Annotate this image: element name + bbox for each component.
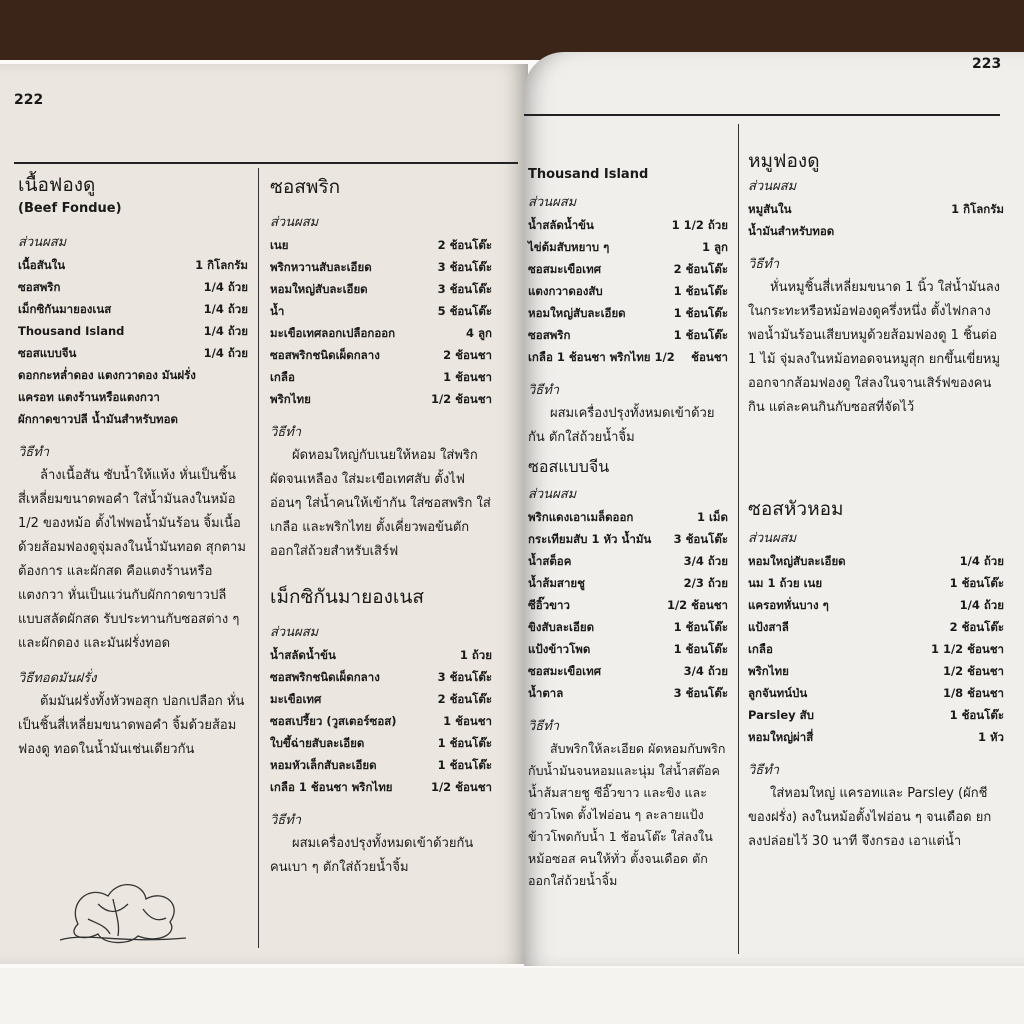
ingredient-amount: 1/4 ถ้วย xyxy=(959,554,1004,568)
ingredient-row xyxy=(270,344,492,366)
ingredient-name: น้ำ xyxy=(270,304,285,318)
ingredient-name: ซอสมะเขือเทศ xyxy=(528,262,601,276)
ingredient-row xyxy=(270,256,492,278)
ingredient-name: เนย xyxy=(270,238,289,252)
ingredient-name: Parsley สับ xyxy=(748,708,814,722)
ingredient-row xyxy=(748,704,1004,726)
ingredient-amount: 2 ช้อนโต๊ะ xyxy=(437,692,492,706)
ingredient-row xyxy=(528,236,728,258)
ingredient-name: แตงกวาดองสับ xyxy=(528,284,603,298)
recipe-chili-sauce xyxy=(270,174,492,564)
ingredient-amount: 1 ช้อนโต๊ะ xyxy=(673,284,728,298)
method-label: วิธีทำ xyxy=(748,257,780,272)
ingredient-name: ซีอิ๊วขาว xyxy=(528,598,570,612)
header-rule xyxy=(14,162,518,164)
recipe-title: Thousand Island xyxy=(528,167,649,182)
ingredient-amount: 1 หัว xyxy=(977,730,1004,744)
ingredient-name: หอมใหญ่สับละเอียด xyxy=(528,306,626,320)
ingredient-name: กระเทียมสับ 1 หัว น้ำมัน xyxy=(528,532,652,546)
ingredient-row xyxy=(528,280,728,302)
extra-line: น้ำมันสำหรับทอด xyxy=(748,224,835,238)
ingredient-amount: 1 ถ้วย xyxy=(459,648,492,662)
ingredient-amount: 3/4 ถ้วย xyxy=(683,664,728,678)
ingredient-row xyxy=(528,638,728,660)
ingredient-row xyxy=(270,388,492,410)
method-text: ผสมเครื่องปรุงทั้งหมดเข้าด้วยกัน ตักใส่ถ้วยน้ำจิ้ม xyxy=(528,406,715,445)
ingredient-row xyxy=(528,258,728,280)
ingredient-row xyxy=(270,688,492,710)
ingredient-name: แป้งสาลี xyxy=(748,620,789,634)
ingredient-amount: 1/8 ช้อนชา xyxy=(942,686,1004,700)
ingredient-name: มะเขือเทศลอกเปลือกออก xyxy=(270,326,396,340)
ingredient-name: Thousand Island xyxy=(18,324,125,338)
ingredient-amount: 1 กิโลกรัม xyxy=(195,258,248,272)
ingredient-amount: 1 ช้อนโต๊ะ xyxy=(673,642,728,656)
ingredients-label: ส่วนผสม xyxy=(748,179,797,194)
ingredient-name: ซอสพริกชนิดเผ็ดกลาง xyxy=(270,670,380,684)
method-text: ผัดหอมใหญ่กับเนยให้หอม ใส่พริก ผัดจนเหลือง ใส่มะเขือเทศสับ ตั้งไฟอ่อนๆ ใส่น้ำคนให้เข้ากัน ใส่ซอสพริก ใส่เกลือ และพริกไทย ตั้งเคี่ยวพอข้นตักออกใส่ถ้วยสำหรับเสิร์ฟ xyxy=(270,448,491,559)
method-label: วิธีทำ xyxy=(270,813,302,828)
recipe-title: ซอสพริก xyxy=(270,176,341,198)
ingredient-row xyxy=(528,594,728,616)
ingredient-list xyxy=(748,198,1004,220)
ingredient-name: ไข่ต้มสับหยาบ ๆ xyxy=(528,240,610,254)
ingredient-row xyxy=(270,300,492,322)
ingredient-row xyxy=(18,254,248,276)
ingredient-amount: 1 ลูก xyxy=(701,240,728,254)
ingredient-amount: 5 ช้อนโต๊ะ xyxy=(437,304,492,318)
ingredient-name: แป้งข้าวโพด xyxy=(528,642,591,656)
ingredient-name: ซอสพริก xyxy=(18,280,61,294)
ingredient-list xyxy=(18,254,248,364)
method-label: วิธีทำ xyxy=(748,763,780,778)
ingredients-label: ส่วนผสม xyxy=(270,215,319,230)
ingredient-row xyxy=(270,322,492,344)
ingredient-amount: 2 ช้อนโต๊ะ xyxy=(673,262,728,276)
ingredient-row xyxy=(748,660,1004,682)
ingredient-row xyxy=(18,342,248,364)
ingredient-name: หอมหัวเล็กสับละเอียด xyxy=(270,758,377,772)
recipe-beef-fondue xyxy=(18,172,248,762)
ingredient-row xyxy=(528,302,728,324)
ingredient-amount: 1 ช้อนโต๊ะ xyxy=(437,736,492,750)
ingredient-name: แครอทหั่นบาง ๆ xyxy=(748,598,829,612)
ingredient-row xyxy=(270,278,492,300)
ingredient-name: พริกหวานสับละเอียด xyxy=(270,260,372,274)
ingredient-amount: 1/4 ถ้วย xyxy=(203,346,248,360)
ingredient-name: ลูกจันทน์ป่น xyxy=(748,686,808,700)
ingredient-row xyxy=(748,572,1004,594)
recipe-onion-sauce xyxy=(748,496,1004,854)
ingredient-name: ซอสพริกชนิดเผ็ดกลาง xyxy=(270,348,380,362)
ingredient-name: น้ำสลัดน้ำข้น xyxy=(528,218,594,232)
ingredient-amount: 1 1/2 ถ้วย xyxy=(671,218,728,232)
ingredient-amount: 3 ช้อนโต๊ะ xyxy=(673,686,728,700)
ingredient-name: มะเขือเทศ xyxy=(270,692,322,706)
fries-label: วิธีทอดมันฝรั่ง xyxy=(18,671,97,686)
ingredient-amount: 1 ช้อนโต๊ะ xyxy=(437,758,492,772)
ingredient-amount: 3/4 ถ้วย xyxy=(683,554,728,568)
ingredient-amount: 1/2 ช้อนชา xyxy=(430,780,492,794)
ingredients-label: ส่วนผสม xyxy=(270,625,319,640)
ingredient-name: เม็กซิกันมายองเนส xyxy=(18,302,112,316)
ingredient-row xyxy=(270,754,492,776)
ingredient-list xyxy=(270,234,492,410)
ingredient-amount: 3 ช้อนโต๊ะ xyxy=(673,532,728,546)
ingredient-row xyxy=(528,214,728,236)
ingredient-list xyxy=(528,214,728,368)
ingredient-name: เนื้อสันใน xyxy=(18,258,66,272)
ingredient-amount: 1/2 ช้อนชา xyxy=(942,664,1004,678)
ingredient-name: นม 1 ถ้วย เนย xyxy=(748,576,823,590)
ingredient-row xyxy=(270,710,492,732)
ingredient-amount: 2/3 ถ้วย xyxy=(683,576,728,590)
ingredient-amount: 1 เม็ด xyxy=(697,510,728,524)
recipe-title: ซอสแบบจีน xyxy=(528,457,610,476)
ingredient-name: พริกแดงเอาเมล็ดออก xyxy=(528,510,634,524)
ingredient-list xyxy=(748,550,1004,748)
ingredient-row xyxy=(270,666,492,688)
right-page xyxy=(524,52,1024,966)
ingredient-list xyxy=(270,644,492,798)
ingredient-row xyxy=(528,572,728,594)
background-surface xyxy=(0,968,1024,1024)
recipe-title: ซอสหัวหอม xyxy=(748,498,844,520)
method-text: ใส่หอมใหญ่ แครอทและ Parsley (ผักชีของฝรั่ง) ลงในหม้อตั้งไฟอ่อน ๆ จนเดือด ยกลงปล่อยไว้ 30 นาที จึงกรอง เอาแต่น้ำ xyxy=(748,786,992,849)
method-text: ล้างเนื้อสัน ซับน้ำให้แห้ง หั่นเป็นชิ้นสี่เหลี่ยมขนาดพอคำ ใส่น้ำมันลงในหม้อ 1/2 ของหม้อ ตั้งไฟพอน้ำมันร้อน จิ้มเนื้อด้วยส้อมฟองดูจุ่มลงในน้ำมันทอด สุกตามต้องการ และผักสด คือแตงร้านหรือแตงกวา หั่นเป็นแว่นกับผักกาดขาวปลี แบบสลัดผักสด รับประทานกับซอสต่าง ๆ และผักดอง และมันฝรั่งทอด xyxy=(18,468,246,651)
ingredient-amount: 3 ช้อนโต๊ะ xyxy=(437,670,492,684)
ingredient-amount: 1 ช้อนชา xyxy=(443,714,492,728)
ingredient-name: พริกไทย xyxy=(270,392,311,406)
ingredient-name: หอมใหญ่สับละเอียด xyxy=(270,282,368,296)
ingredient-amount: 1/2 ช้อนชา xyxy=(666,598,728,612)
method-text: หั่นหมูชิ้นสี่เหลี่ยมขนาด 1 นิ้ว ใส่น้ำมันลงในกระทะหรือหม้อฟองดูครึ่งหนึ่ง ตั้งไฟกลางพอน้ำมันร้อนเสียบหมูด้วยส้อมฟองดู 1 ชิ้นต่อ 1 ไม้ จุ่มลงในหม้อทอดจนหมูสุก ยกขึ้นเขี่ยหมูออกจากส้อมฟองดู ใส่ลงในจานเสิร์ฟของคนกิน แต่ละคนกินกับซอสที่จัดไว้ xyxy=(748,280,1001,415)
ingredient-row xyxy=(748,726,1004,748)
ingredient-amount: 2 ช้อนโต๊ะ xyxy=(437,238,492,252)
ingredient-row xyxy=(270,366,492,388)
ingredient-row xyxy=(270,234,492,256)
ingredient-amount: 1 ช้อนโต๊ะ xyxy=(673,306,728,320)
ingredient-row xyxy=(18,276,248,298)
ingredient-row xyxy=(748,638,1004,660)
recipe-title: เม็กซิกันมายองเนส xyxy=(270,586,425,608)
ingredient-amount: 1 ช้อนโต๊ะ xyxy=(949,708,1004,722)
ingredient-amount: 1 ช้อนโต๊ะ xyxy=(673,328,728,342)
ingredient-name: ซอสมะเขือเทศ xyxy=(528,664,601,678)
ingredient-row xyxy=(270,732,492,754)
ingredient-amount: 2 ช้อนโต๊ะ xyxy=(949,620,1004,634)
ingredient-amount: 1 1/2 ช้อนชา xyxy=(930,642,1004,656)
recipe-subtitle: (Beef Fondue) xyxy=(18,201,122,216)
ingredient-amount: 1 กิโลกรัม xyxy=(951,202,1004,216)
recipe-title: หมูฟองดู xyxy=(748,150,820,172)
ingredient-name: ซอสเปรี้ยว (วูสเตอร์ซอส) xyxy=(270,714,397,728)
ingredient-amount: 1/4 ถ้วย xyxy=(203,280,248,294)
ingredient-amount: 1/4 ถ้วย xyxy=(203,324,248,338)
method-text: สับพริกให้ละเอียด ผัดหอมกับพริก กับน้ำมันจนหอมและนุ่ม ใส่น้ำสต๊อค น้ำส้มสายชู ซีอิ๊วขาว และขิง และข้าวโพด ตั้งไฟอ่อน ๆ ละลายแป้งข้าวโพดกับน้ำ 1 ช้อนโต๊ะ ใส่ลงในหม้อซอส คนให้ทั่ว ตั้งจนเดือด ตักออกใส่ถ้วยน้ำจิ้ม xyxy=(528,741,726,888)
ingredient-name: หอมใหญ่ผ่าสี่ xyxy=(748,730,814,744)
ingredient-row xyxy=(528,506,728,528)
ingredient-amount: 1/2 ช้อนชา xyxy=(430,392,492,406)
ingredient-name: น้ำสลัดน้ำข้น xyxy=(270,648,336,662)
ingredients-label: ส่วนผสม xyxy=(528,487,577,502)
ingredient-row xyxy=(748,616,1004,638)
ingredient-row xyxy=(18,320,248,342)
ingredients-label: ส่วนผสม xyxy=(748,531,797,546)
method-text: ผสมเครื่องปรุงทั้งหมดเข้าด้วยกัน คนเบา ๆ ตักใส่ถ้วยน้ำจิ้ม xyxy=(270,836,474,875)
ingredient-name: เกลือ xyxy=(270,370,295,384)
column-divider xyxy=(738,124,739,954)
method-label: วิธีทำ xyxy=(18,445,50,460)
ingredient-name: เกลือ 1 ช้อนชา พริกไทย 1/2 xyxy=(528,350,675,364)
left-page xyxy=(0,64,528,964)
ingredient-list xyxy=(528,506,728,704)
ingredient-amount: 3 ช้อนโต๊ะ xyxy=(437,260,492,274)
recipe-thousand-island xyxy=(528,164,728,450)
method-label: วิธีทำ xyxy=(270,425,302,440)
page-number: 222 xyxy=(14,92,44,108)
ingredient-row xyxy=(270,776,492,798)
ingredient-amount: 1/4 ถ้วย xyxy=(959,598,1004,612)
ingredient-amount: 1 ช้อนชา xyxy=(443,370,492,384)
ingredient-name: ซอสพริก xyxy=(528,328,571,342)
ingredient-row xyxy=(748,682,1004,704)
ingredient-row xyxy=(528,528,728,550)
ingredient-row xyxy=(528,324,728,346)
ingredient-row xyxy=(748,198,1004,220)
ingredient-name: เกลือ xyxy=(748,642,773,656)
ingredient-name: ใบขึ้ฉ่ายสับละเอียด xyxy=(270,736,365,750)
ingredient-name: เกลือ 1 ช้อนชา พริกไทย xyxy=(270,780,393,794)
fries-method-text: ต้มมันฝรั่งทั้งหัวพอสุก ปอกเปลือก หั่นเป็นชิ้นสี่เหลี่ยมขนาดพอคำ จิ้มด้วยส้อมฟองดู ทอดในน้ำมันเช่นเดียวกัน xyxy=(18,694,245,757)
background-table-top xyxy=(0,0,1024,60)
ingredient-amount: 3 ช้อนโต๊ะ xyxy=(437,282,492,296)
ingredient-name: น้ำส้มสายชู xyxy=(528,576,585,590)
recipe-chinese-sauce xyxy=(528,454,728,892)
ingredient-row xyxy=(18,298,248,320)
ingredient-name: ขิงสับละเอียด xyxy=(528,620,595,634)
ingredient-row xyxy=(748,550,1004,572)
ingredient-name: น้ำสต็อค xyxy=(528,554,572,568)
ingredient-name: ซอสแบบจีน xyxy=(18,346,77,360)
ingredients-label: ส่วนผสม xyxy=(528,195,577,210)
ingredient-amount: 1 ช้อนโต๊ะ xyxy=(673,620,728,634)
recipe-pork-fondue xyxy=(748,148,1004,420)
extra-line: แครอท แตงร้านหรือแตงกวา xyxy=(18,390,160,404)
lettuce-illustration xyxy=(58,874,188,946)
ingredient-row xyxy=(748,594,1004,616)
ingredient-amount: 2 ช้อนชา xyxy=(443,348,492,362)
ingredient-row xyxy=(528,550,728,572)
recipe-title: เนื้อฟองดู xyxy=(18,174,96,196)
ingredient-row xyxy=(528,682,728,704)
ingredient-amount: ช้อนชา xyxy=(691,350,728,364)
column-divider xyxy=(258,168,259,948)
ingredient-row xyxy=(270,644,492,666)
ingredient-row xyxy=(528,616,728,638)
ingredients-label: ส่วนผสม xyxy=(18,235,67,250)
ingredient-amount: 1/4 ถ้วย xyxy=(203,302,248,316)
ingredient-row xyxy=(528,660,728,682)
ingredient-amount: 4 ลูก xyxy=(465,326,492,340)
page-number: 223 xyxy=(972,56,1002,72)
ingredient-name: หอมใหญ่สับละเอียด xyxy=(748,554,846,568)
method-label: วิธีทำ xyxy=(528,383,560,398)
recipe-mexican-mayonnaise xyxy=(270,584,492,880)
extra-line: ผักกาดขาวปลี น้ำมันสำหรับทอด xyxy=(18,412,178,426)
ingredient-row xyxy=(528,346,728,368)
extra-line: ดอกกะหล่ำดอง แตงกวาดอง มันฝรั่ง xyxy=(18,368,196,382)
ingredient-name: พริกไทย xyxy=(748,664,789,678)
ingredient-amount: 1 ช้อนโต๊ะ xyxy=(949,576,1004,590)
ingredient-name: หมูสันใน xyxy=(748,202,792,216)
ingredient-name: น้ำตาล xyxy=(528,686,564,700)
method-label: วิธีทำ xyxy=(528,719,560,734)
header-rule xyxy=(524,114,1000,116)
